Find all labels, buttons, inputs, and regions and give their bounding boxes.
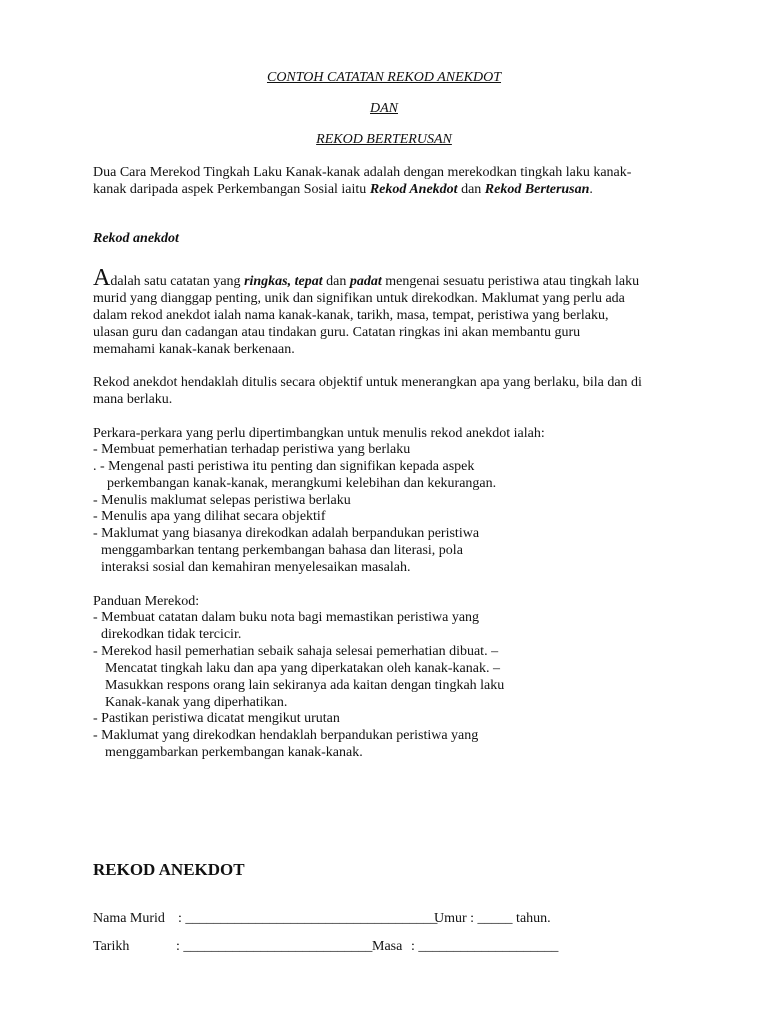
consideration-item: - Menulis maklumat selepas peristiwa berlaku	[93, 493, 351, 508]
guide-item: menggambarkan perkembangan kanak-kanak.	[105, 745, 363, 760]
term-rekod-anekdot: Rekod Anekdot	[369, 182, 458, 197]
para1-line-4: ulasan guru dan cadangan atau tindakan guru. Catatan ringkas ini akan membantu guru	[93, 325, 581, 340]
para1-bold-2: padat	[349, 274, 382, 289]
term-rekod-berterusan: Rekod Berterusan	[484, 182, 590, 197]
para1-line-1	[93, 265, 640, 291]
para1-bold-1: ringkas, tepat	[244, 274, 323, 289]
form-heading: REKOD ANEKDOT	[93, 860, 245, 879]
doc-title-line-3: REKOD BERTERUSAN	[316, 132, 452, 147]
para2-line-2: mana berlaku.	[93, 392, 173, 407]
age-field: Umur : _____ tahun.	[434, 911, 551, 926]
para1-line-3: dalam rekod anekdot ialah nama kanak-kanak, tarikh, masa, tempat, peristiwa yang berlaku,	[93, 308, 609, 323]
para1-text: dalah satu catatan yang	[110, 274, 245, 289]
intro-text: kanak daripada aspek Perkembangan Sosial iaitu	[93, 182, 370, 197]
intro-line-1: Dua Cara Merekod Tingkah Laku Kanak-kanak adalah dengan merekodkan tingkah laku kanak-	[93, 165, 632, 180]
para1-and: dan	[322, 274, 350, 289]
name-field: : ____________________________________	[178, 911, 438, 926]
guide-item: Masukkan respons orang lain sekiranya ada kaitan dengan tingkah laku	[105, 678, 505, 693]
guide-item: - Membuat catatan dalam buku nota bagi memastikan peristiwa yang	[93, 610, 480, 625]
consideration-item: . - Mengenal pasti peristiwa itu penting dan signifikan kepada aspek	[93, 459, 475, 474]
guide-item: - Pastikan peristiwa dicatat mengikut urutan	[93, 711, 340, 726]
intro-and: dan	[457, 182, 485, 197]
considerations-heading: Perkara-perkara yang perlu dipertimbangkan untuk menulis rekod anekdot ialah:	[93, 426, 545, 441]
para1-line-5: memahami kanak-kanak berkenaan.	[93, 342, 295, 357]
name-label: Nama Murid	[93, 911, 165, 926]
guide-heading: Panduan Merekod:	[93, 594, 200, 609]
section-heading: Rekod anekdot	[93, 231, 179, 246]
doc-title-line-1: CONTOH CATATAN REKOD ANEKDOT	[266, 70, 502, 85]
drop-cap: A	[93, 265, 111, 291]
consideration-item: - Menulis apa yang dilihat secara objektif	[93, 509, 326, 524]
consideration-item: interaksi sosial dan kemahiran menyelesaikan masalah.	[101, 560, 411, 575]
date-label: Tarikh	[93, 939, 130, 954]
consideration-item: - Maklumat yang biasanya direkodkan adalah berpandukan peristiwa	[93, 526, 480, 541]
guide-item: Kanak-kanak yang diperhatikan.	[105, 695, 288, 710]
consideration-item: perkembangan kanak-kanak, merangkumi kelebihan dan kekurangan.	[107, 476, 497, 491]
para1-rest: mengenai sesuatu peristiwa atau tingkah laku	[381, 274, 640, 289]
guide-item: Mencatat tingkah laku dan apa yang diperkatakan oleh kanak-kanak. –	[105, 661, 500, 676]
date-field: : ___________________________	[176, 939, 373, 954]
consideration-item: - Membuat pemerhatian terhadap peristiwa yang berlaku	[93, 442, 411, 457]
intro-line-2	[93, 181, 593, 198]
intro-period: .	[589, 182, 593, 197]
consideration-item: menggambarkan tentang perkembangan bahasa dan literasi, pola	[101, 543, 463, 558]
para1-line-2: murid yang dianggap penting, unik dan signifikan untuk direkodkan. Maklumat yang perlu ada	[93, 291, 625, 306]
guide-item: - Maklumat yang direkodkan hendaklah berpandukan peristiwa yang	[93, 728, 479, 743]
doc-title-line-2: DAN	[370, 101, 398, 116]
guide-item: direkodkan tidak tercicir.	[101, 627, 242, 642]
time-label: Masa	[372, 939, 403, 954]
time-field: : ____________________	[411, 939, 559, 954]
para2-line-1: Rekod anekdot hendaklah ditulis secara objektif untuk menerangkan apa yang berlaku, bila dan di	[93, 375, 642, 390]
guide-item: - Merekod hasil pemerhatian sebaik sahaja selesai pemerhatian dibuat. –	[93, 644, 499, 659]
